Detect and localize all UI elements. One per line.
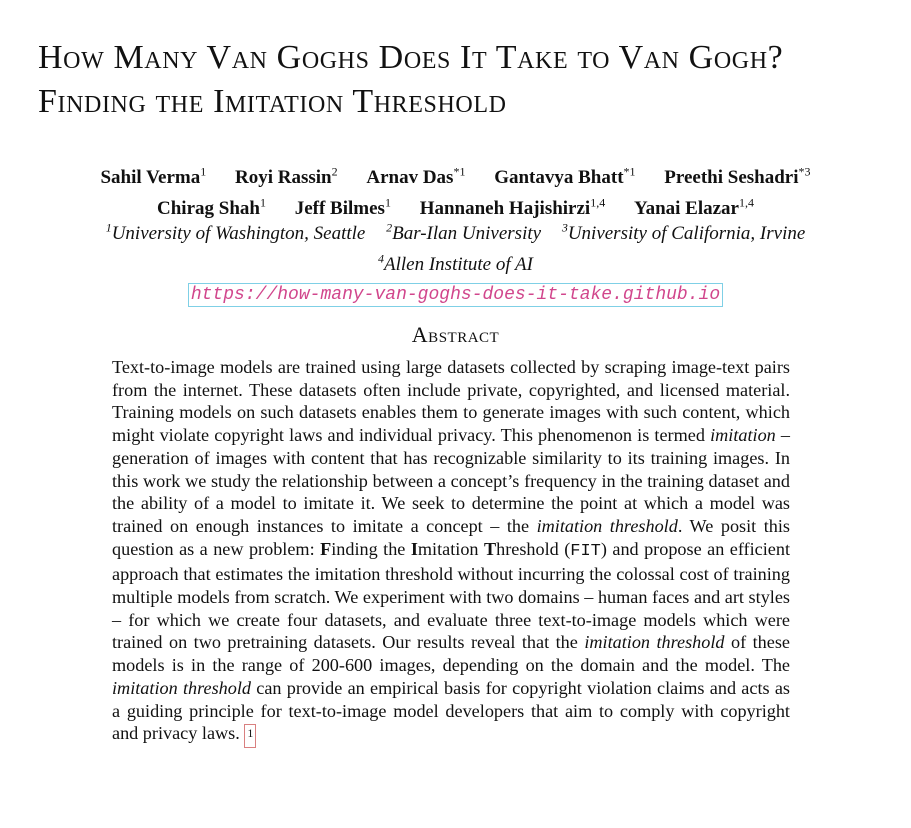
abstract-segment: T xyxy=(483,538,497,559)
affiliation: $^3$University of California, Irvine xyxy=(561,221,806,245)
author: Yanai Elazar$^{1,4}$ xyxy=(633,195,754,219)
abstract-segment: mitation xyxy=(417,538,484,559)
abstract-segment: can provide an empirical basis for copyright violation claims and acts as a guiding principle for text-to-image model developers that aim to comply with copyright and privacy laws. xyxy=(112,677,791,744)
author: Preethi Seshadri$^{*3}$ xyxy=(664,165,811,189)
project-url-link[interactable]: https://how-many-van-goghs-does-it-take.github.io xyxy=(188,283,723,307)
abstract-segment: imitation threshold xyxy=(112,677,251,698)
author: Arnav Das$^{*1}$ xyxy=(366,165,466,189)
author: Chirag Shah$^1$ xyxy=(157,195,266,219)
abstract-segment: I xyxy=(410,538,418,559)
abstract-segment: hreshold ( xyxy=(496,538,571,559)
abstract-body xyxy=(112,356,790,748)
abstract-segment: F xyxy=(320,538,332,559)
abstract-segment: imitation threshold xyxy=(584,632,725,653)
abstract-segment: – generation of images with content that has recognizable similarity to its training images. In this work we study the relationship between a concept’s frequency in the training dataset and the ability of a model to imitate it. We seek to determine the point at which a model was trained on enough instances to imitate a concept – the xyxy=(112,425,791,536)
affiliation: $^2$Bar-Ilan University xyxy=(386,221,542,245)
footnote-link[interactable]: 1 xyxy=(244,724,256,748)
author: Jeff Bilmes$^1$ xyxy=(294,195,391,219)
abstract-segment: . We posit this question as a new problem: xyxy=(112,515,791,559)
affiliation: $^4$Allen Institute of AI xyxy=(378,251,533,275)
paper-title: How Many Van Goghs Does It Take to Van Gogh? Finding the Imitation Threshold xyxy=(38,39,784,120)
abstract-segment: ) and propose an efficient approach that estimates the imitation threshold without incurring the colossal cost of training multiple models from scratch. We experiment with two domains – human faces and art styles – for which we create four datasets, and evaluate three text-to-image models which were trained on two pretraining datasets. Our results reveal that the xyxy=(112,538,790,653)
author: Hannaneh Hajishirzi$^{1,4}$ xyxy=(419,195,606,219)
affiliation-list xyxy=(0,216,911,277)
affiliation: $^1$University of Washington, Seattle xyxy=(105,221,366,245)
author: Sahil Verma$^1$ xyxy=(100,165,207,189)
abstract-segment: imitation xyxy=(710,425,776,446)
abstract-segment: inding the xyxy=(331,538,411,559)
abstract-segment: FIT xyxy=(570,541,601,561)
abstract-heading: Abstract xyxy=(411,322,500,347)
abstract-segment: imitation threshold xyxy=(536,515,678,536)
author-list xyxy=(0,160,911,221)
author: Gantavya Bhatt$^{*1}$ xyxy=(494,165,636,189)
abstract-segment: of these models is in the range of 200-600 images, depending on the domain and the model. The xyxy=(112,632,791,676)
abstract-segment: Text-to-image models are trained using large datasets collected by scraping image-text pairs from the internet. These datasets often include private, copyrighted, and licensed material. Training models on such datasets enables them to generate images with such content, which might violate copyright laws and individual privacy. This phenomenon is termed xyxy=(112,357,790,446)
author: Royi Rassin$^2$ xyxy=(235,165,338,189)
